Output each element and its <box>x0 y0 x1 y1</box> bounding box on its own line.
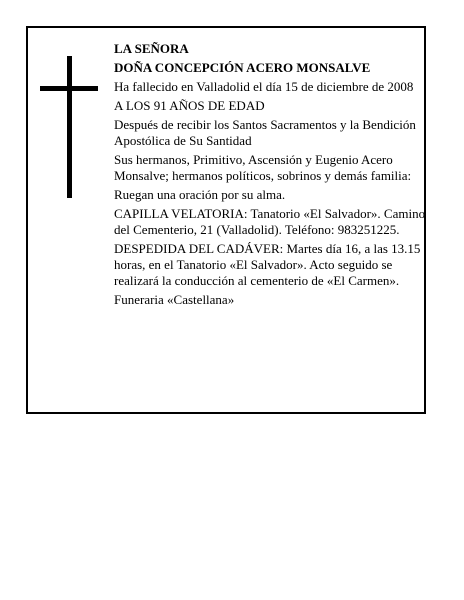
chapel-info: CAPILLA VELATORIA: Tanatorio «El Salvador». Camino del Cementerio, 21 (Valladolid). Teléfono: 983251225. <box>114 206 426 237</box>
prayer-request: Ruegan una oración por su alma. <box>114 187 286 202</box>
age-statement: A LOS 91 AÑOS DE EDAD <box>114 98 265 113</box>
family-statement: Sus hermanos, Primitivo, Ascensión y Eugenio Acero Monsalve; hermanos políticos, sobrinos y demás familia: <box>114 152 412 183</box>
deceased-name: DOÑA CONCEPCIÓN ACERO MONSALVE <box>114 60 371 75</box>
cross-icon <box>40 56 98 198</box>
notice-title: LA SEÑORA <box>114 41 189 56</box>
notice-text <box>114 41 428 311</box>
death-statement: Ha fallecido en Valladolid el día 15 de diciembre de 2008 <box>114 79 414 94</box>
obituary-notice <box>26 26 426 414</box>
funeral-home: Funeraria «Castellana» <box>114 292 235 307</box>
sacraments-statement: Después de recibir los Santos Sacramentos y la Bendición Apostólica de Su Santidad <box>114 117 416 148</box>
cross-vertical-bar <box>67 56 72 198</box>
cross-horizontal-bar <box>40 86 98 91</box>
farewell-info: DESPEDIDA DEL CADÁVER: Martes día 16, a las 13.15 horas, en el Tanatorio «El Salvador». Acto seguido se realizará la conducción al cementerio de «El Carmen». <box>114 241 421 288</box>
